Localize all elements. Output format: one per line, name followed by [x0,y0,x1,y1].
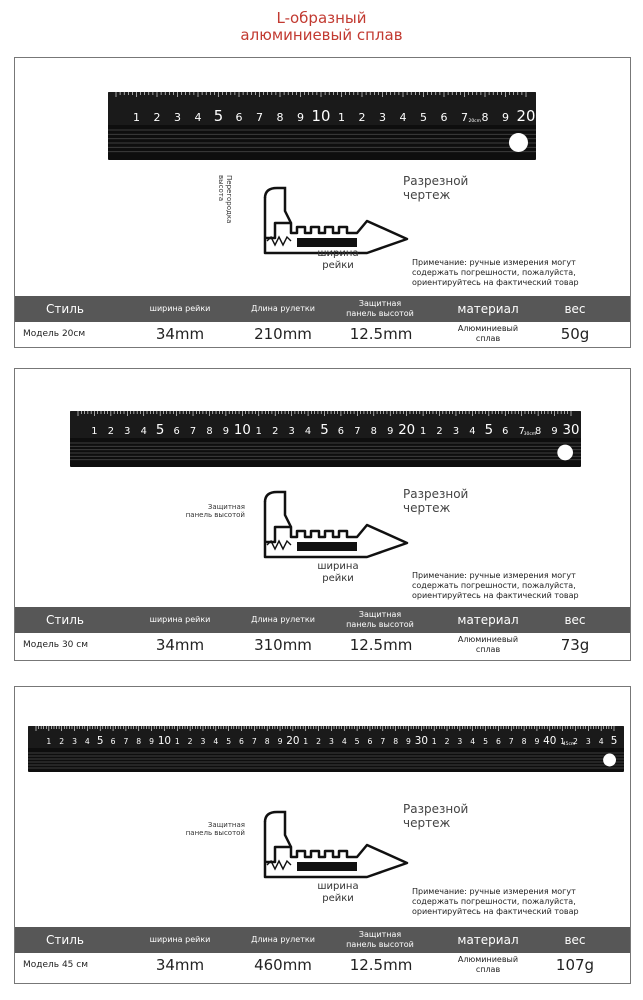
rail-width-label: ширина рейки [317,561,359,584]
col-weight: вес [564,933,586,947]
ruler-number: 2 [358,111,366,124]
ruler-number: 6 [110,737,116,746]
ruler-number: 20 [286,735,300,747]
ruler-number: 9 [534,737,540,746]
ruler-number: 4 [470,737,476,746]
col-style: Стиль [46,302,84,316]
ruler-number: 40 [543,735,557,747]
ruler-number: 2 [316,737,322,746]
rail-width-value: 34mm [155,325,205,343]
ruler-number: 9 [149,737,155,746]
ruler-number: 5 [420,111,427,124]
ruler-number: 9 [502,111,509,124]
col-style: Стиль [46,933,84,947]
table-row [15,633,630,657]
weight-value: 107g [555,956,595,974]
ruler-number: 1 [174,737,180,746]
ruler-number: 1 [46,737,52,746]
col-length: Длина рулетки [251,935,315,944]
spec-table-header [15,296,630,322]
material-value: Алюминиевый сплав [457,635,519,654]
ruler-number: 2 [59,737,65,746]
panel-height-value: 12.5mm [349,636,413,654]
cut-drawing-title: Разрезной чертеж [403,174,469,202]
ruler-number: 3 [585,737,591,746]
ruler-number: 5 [320,423,329,438]
ruler-number: 7 [189,426,197,437]
ruler-length-mark: 45cm [562,742,576,747]
col-weight: вес [564,613,586,627]
model-name: Модель 20см [23,329,86,339]
model-name: Модель 30 см [23,640,88,650]
ruler-number: 1 [255,426,262,437]
ruler-number: 4 [140,426,147,437]
ruler-number: 7 [256,111,263,124]
ruler-number: 9 [387,426,394,437]
ruler-number: 9 [406,737,411,746]
ruler-hole [557,445,573,461]
ruler-number: 10 [233,423,251,438]
weight-value: 50g [560,325,590,343]
ruler-number: 8 [521,737,527,746]
col-width: ширина рейки [149,935,211,944]
ruler-number: 6 [235,111,243,124]
ruler-number: 2 [573,737,578,746]
ruler-45cm-image [28,726,624,772]
col-length: Длина рулетки [251,304,315,313]
ruler-number: 5 [226,737,232,746]
rail-width-value: 34mm [155,636,205,654]
product-card-45 [14,686,631,984]
product-card-30 [14,368,631,661]
ruler-number: 30 [414,735,428,747]
ruler-number: 3 [379,111,386,124]
measurement-note: Примечание: ручные измерения могут содержать погрешности, пожалуйста, ориентируйтесь на фактический товар [412,571,579,600]
ruler-number: 5 [610,735,618,747]
cut-drawing-title: Разрезной чертеж [403,802,469,830]
panel-height-label: Защитная панель высотой [185,503,245,519]
ruler-number: 9 [297,111,304,124]
material-value: Алюминиевый сплав [457,324,519,343]
ruler-number: 30 [562,423,580,438]
ruler-20cm-image [108,92,536,160]
ruler-number: 2 [436,426,443,437]
product-card-20 [14,57,631,348]
ruler-number: 8 [535,426,542,437]
panel-height-value: 12.5mm [349,956,413,974]
ruler-20cm-drawing [108,92,536,160]
ruler-number: 2 [187,737,193,746]
ruler-length-value: 310mm [254,636,312,654]
ruler-length-mark: 20cm [468,119,482,124]
ruler-number: 4 [304,426,312,437]
col-height: Защитная панель высотой [346,299,414,318]
ruler-number: 3 [328,737,334,746]
ruler-number: 4 [194,111,202,124]
ruler-number: 1 [431,737,437,746]
ruler-number: 3 [452,426,460,437]
ruler-number: 6 [495,737,501,746]
rail-width-value: 34mm [155,956,205,974]
panel-height-label: Защитная панель высотой [185,821,245,837]
rail-width-label: ширина рейки [317,881,359,904]
ruler-number: 5 [96,735,104,747]
ruler-number: 7 [251,737,257,746]
ruler-number: 3 [200,737,206,746]
weight-value: 73g [560,636,590,654]
ruler-number: 8 [393,737,399,746]
ruler-number: 3 [174,111,181,124]
ruler-length-value: 210mm [254,325,312,343]
col-height: Защитная панель высотой [346,930,414,949]
ruler-number: 6 [337,426,345,437]
ruler-number: 1 [560,737,566,746]
header-line-2: алюминиевый сплав [240,26,403,44]
ruler-number: 8 [206,426,213,437]
ruler-number: 6 [239,737,244,746]
ruler-number: 8 [264,737,270,746]
ruler-30cm-image [70,411,581,467]
col-width: ширина рейки [149,615,211,624]
ruler-hole [603,754,616,767]
ruler-number: 5 [484,423,494,438]
table-row [15,322,630,346]
ruler-number: 3 [288,426,295,437]
ruler-number: 8 [481,111,489,124]
ruler-number: 1 [338,111,345,124]
ruler-number: 4 [341,737,347,746]
ruler-number: 7 [508,737,514,746]
measurement-note: Примечание: ручные измерения могут содержать погрешности, пожалуйста, ориентируйтесь на фактический товар [412,887,579,916]
ruler-number: 1 [303,737,309,746]
ruler-number: 5 [155,423,165,438]
col-height: Защитная панель высотой [346,610,414,629]
ruler-number: 10 [157,735,172,747]
spec-table-header [15,607,630,633]
ruler-number: 20 [516,107,536,125]
ruler-number: 6 [367,737,373,746]
col-width: ширина рейки [149,304,211,313]
ruler-number: 6 [440,111,448,124]
ruler-number: 1 [419,426,427,437]
partition-height-label: Перегородка высота [217,175,233,224]
ruler-number: 7 [354,426,361,437]
ruler-number: 3 [72,737,77,746]
col-length: Длина рулетки [251,615,315,624]
col-material: материал [457,933,519,947]
ruler-number: 9 [222,426,230,437]
ruler-45cm-drawing [28,726,624,772]
ruler-number: 5 [213,107,224,125]
ruler-number: 4 [469,426,476,437]
ruler-number: 2 [107,426,114,437]
ruler-number: 7 [123,737,129,746]
col-weight: вес [564,302,586,316]
ruler-number: 7 [380,737,386,746]
col-style: Стиль [46,613,84,627]
table-row [15,953,630,977]
ruler-number: 9 [551,426,558,437]
col-material: материал [457,613,519,627]
ruler-number: 3 [124,426,131,437]
ruler-number: 4 [84,737,90,746]
ruler-number: 6 [502,426,509,437]
header-line-1: L-образный [276,9,367,27]
cut-drawing-title: Разрезной чертеж [403,487,469,515]
ruler-number: 8 [136,737,142,746]
ruler-number: 5 [354,737,360,746]
panel-height-value: 12.5mm [349,325,413,343]
measurement-note: Примечание: ручные измерения могут содержать погрешности, пожалуйста, ориентируйтесь на фактический товар [412,258,579,287]
ruler-number: 9 [277,737,283,746]
material-value: Алюминиевый сплав [457,955,519,974]
page-header [0,10,643,44]
ruler-number: 4 [598,737,604,746]
col-material: материал [457,302,519,316]
ruler-number: 10 [311,107,331,125]
model-name: Модель 45 см [23,960,88,970]
ruler-number: 8 [276,111,284,124]
ruler-number: 2 [272,426,279,437]
ruler-number: 4 [399,111,407,124]
ruler-number: 5 [483,737,489,746]
ruler-number: 2 [444,737,450,746]
ruler-length-value: 460mm [254,956,312,974]
ruler-number: 8 [370,426,377,437]
ruler-number: 1 [133,111,140,124]
ruler-number: 3 [457,737,463,746]
ruler-number: 7 [518,426,525,437]
ruler-number: 2 [153,111,161,124]
ruler-number: 20 [398,423,416,438]
ruler-number: 4 [213,737,219,746]
spec-table-header [15,927,630,953]
ruler-number: 6 [173,426,180,437]
ruler-number: 7 [461,111,468,124]
ruler-30cm-drawing [70,411,581,467]
ruler-hole [509,133,528,152]
rail-width-label: ширина рейки [317,248,359,271]
ruler-length-mark: 30cm [523,432,537,437]
ruler-number: 1 [91,426,98,437]
